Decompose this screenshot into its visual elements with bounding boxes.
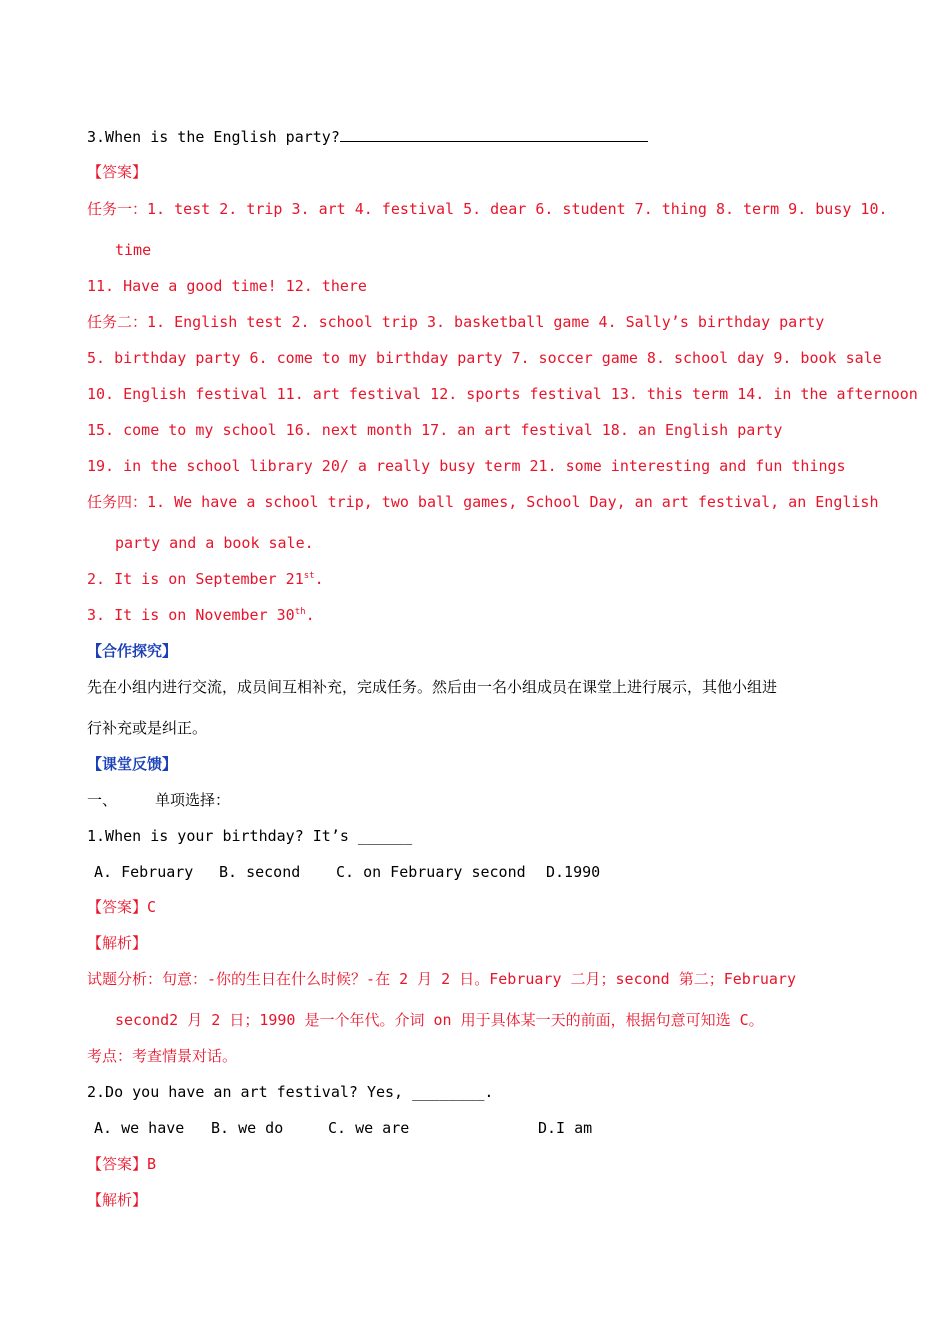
q2-answer	[87, 1153, 156, 1175]
task4-line4	[87, 604, 315, 626]
task1-line2: time	[115, 241, 152, 259]
task4-line3-text: 2. It is on September 21	[87, 570, 304, 588]
question-3-line	[87, 126, 648, 148]
q1-answer	[87, 896, 156, 918]
task4-line4-end: .	[305, 606, 315, 624]
q2-option-b[interactable]: B. we do	[211, 1119, 284, 1137]
section-number: 一、	[87, 791, 118, 809]
task4-line3	[87, 568, 324, 590]
task1-line3: 11. Have a good time! 12. there	[87, 277, 367, 295]
task2-line2: 5. birthday party 6. come to my birthday party 7. soccer game 8. school day 9. book sale	[87, 349, 882, 367]
task4-line4-sup: th	[294, 607, 306, 617]
q1-answer-value: C	[147, 898, 157, 916]
coop-header: 【合作探究】	[87, 642, 178, 660]
q2-stem: 2.Do you have an art festival? Yes, ________.	[87, 1083, 494, 1101]
task2-line5: 19. in the school library 20/ a really busy term 21. some interesting and fun things	[87, 457, 846, 475]
task2-line4: 15. come to my school 16. next month 17. an art festival 18. an English party	[87, 421, 783, 439]
answer-header: 【答案】	[87, 163, 148, 181]
q1-option-a[interactable]: A. February	[94, 863, 194, 881]
task4-line4-text: 3. It is on November 30	[87, 606, 295, 624]
task4-line2: party and a book sale.	[115, 534, 314, 552]
section-heading	[87, 789, 230, 811]
q2-answer-label: 【答案】	[87, 1155, 148, 1173]
coop-line1: 先在小组内进行交流，成员间互相补充，完成任务。然后由一名小组成员在课堂上进行展示，其他小组进	[87, 678, 778, 696]
task4-line3-sup: st	[303, 571, 315, 581]
q1-analysis-line2: second2 月 2 日；1990 是一个年代。介词 on 用于具体某一天的前面，根据句意可知选 C。	[115, 1011, 764, 1029]
q1-option-b[interactable]: B. second	[219, 863, 301, 881]
q2-options	[94, 1117, 592, 1139]
q2-analysis-label: 【解析】	[87, 1191, 148, 1209]
q1-option-d[interactable]: D.1990	[546, 863, 601, 881]
q1-options	[94, 861, 600, 883]
q2-answer-value: B	[147, 1155, 157, 1173]
q1-point: 考点：考查情景对话。	[87, 1047, 238, 1065]
q2-option-d[interactable]: D.I am	[538, 1119, 593, 1137]
task2-line3: 10. English festival 11. art festival 12. sports festival 13. this term 14. in the afternoon	[87, 385, 918, 403]
q1-option-c[interactable]: C. on February second	[336, 863, 526, 881]
answer-blank[interactable]	[340, 127, 648, 142]
q2-option-a[interactable]: A. we have	[94, 1119, 185, 1137]
coop-line2: 行补充或是纠正。	[87, 719, 208, 737]
q1-analysis-label: 【解析】	[87, 934, 148, 952]
feedback-header: 【课堂反馈】	[87, 755, 178, 773]
task2-line1: 任务二：1. English test 2. school trip 3. basketball game 4. Sally’s birthday party	[87, 313, 825, 331]
task1-line1: 任务一：1. test 2. trip 3. art 4. festival 5. dear 6. student 7. thing 8. term 9. busy 10.	[87, 200, 888, 218]
task4-line1: 任务四：1. We have a school trip, two ball games, School Day, an art festival, an English	[87, 493, 879, 511]
section-title: 单项选择：	[155, 791, 231, 809]
q1-analysis-line1: 试题分析：句意：-你的生日在什么时候？-在 2 月 2 日。February 二月；second 第二；February	[87, 970, 796, 988]
q1-answer-label: 【答案】	[87, 898, 148, 916]
question-3-text: 3.When is the English party?	[87, 128, 340, 146]
q2-option-c[interactable]: C. we are	[328, 1119, 410, 1137]
q1-stem: 1.When is your birthday? It’s ______	[87, 827, 413, 845]
task4-line3-end: .	[314, 570, 324, 588]
